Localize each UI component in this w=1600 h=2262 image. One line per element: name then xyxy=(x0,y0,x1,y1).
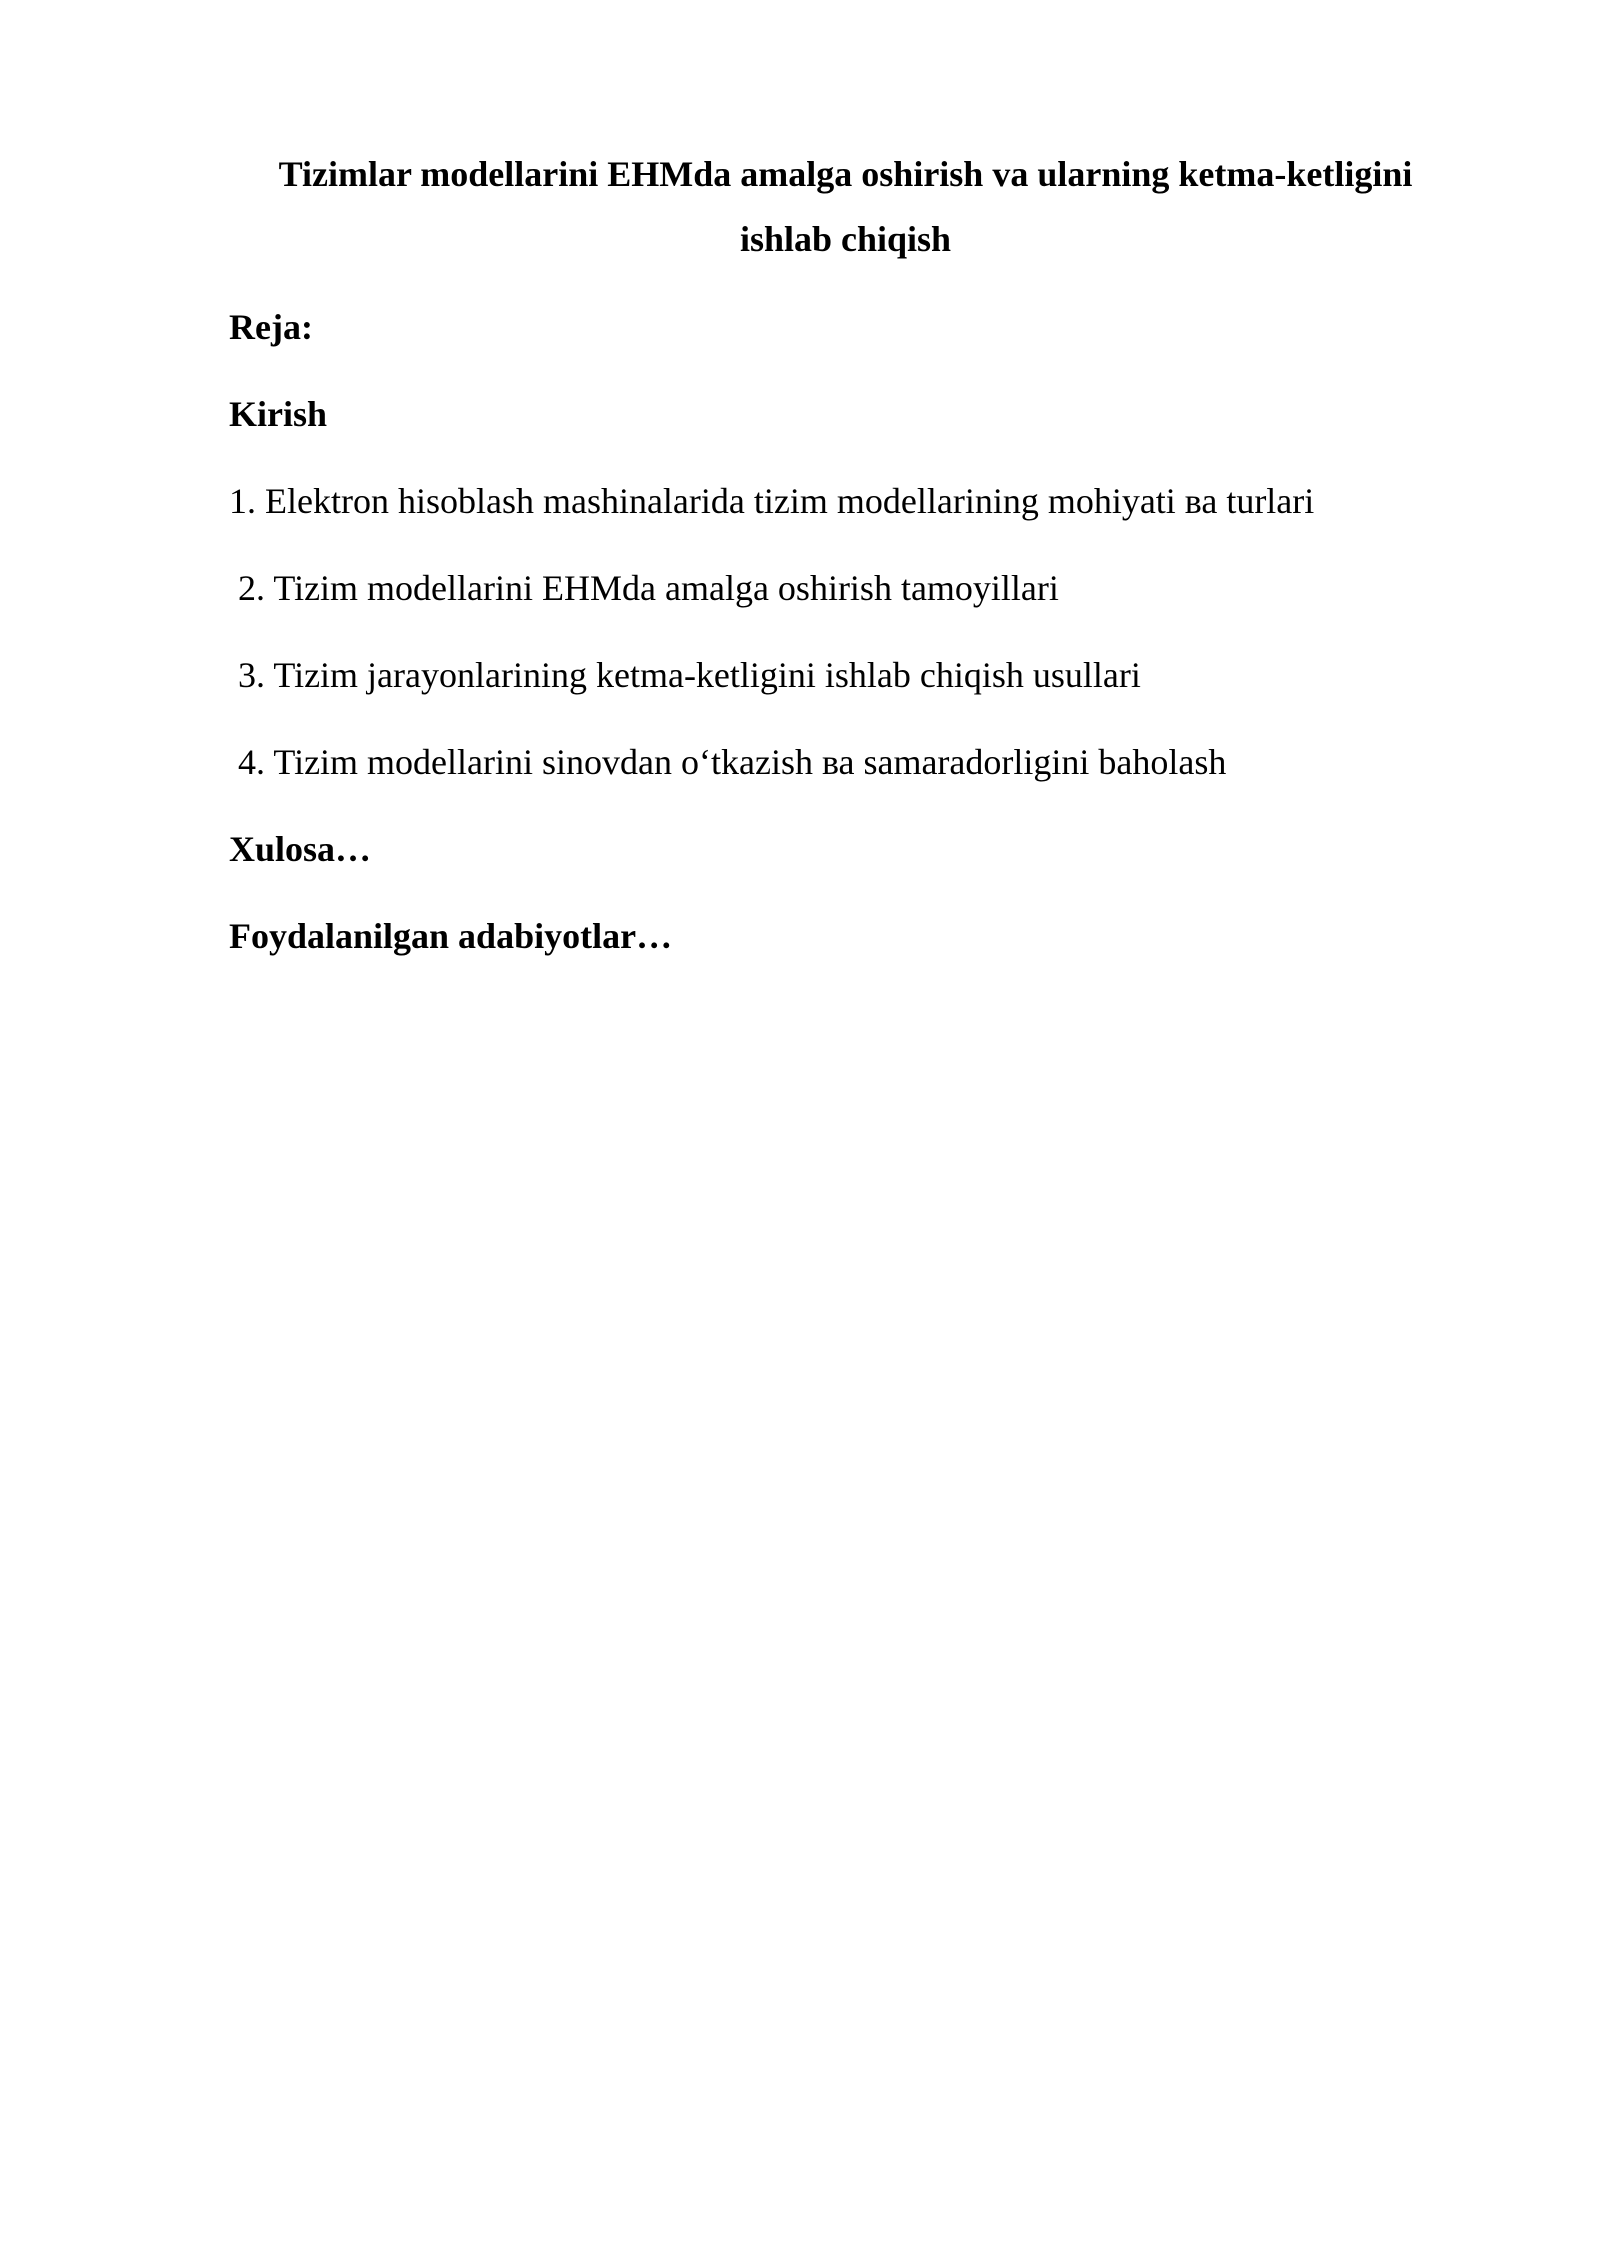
plan-item-4: 4. Tizim modellarini sinovdan o‘tkazish ва samaradorligini baholash xyxy=(238,742,1227,782)
document-title xyxy=(229,142,1462,272)
title-line-1: Tizimlar modellarini EHMda amalga oshirish va ularning ketma-ketligini xyxy=(278,154,1413,194)
plan-item-1: 1. Elektron hisoblash mashinalarida tizim modellarining mohiyati ва turlari xyxy=(229,481,1315,521)
intro-heading: Kirish xyxy=(229,394,328,434)
title-line-2: ishlab chiqish xyxy=(739,219,952,259)
plan-item-2: 2. Tizim modellarini EHMda amalga oshirish tamoyillari xyxy=(238,568,1059,608)
plan-item-3: 3. Tizim jarayonlarining ketma-ketligini ishlab chiqish usullari xyxy=(238,655,1141,695)
plan-heading: Reja: xyxy=(229,307,313,347)
references-heading: Foydalanilgan adabiyotlar… xyxy=(229,916,673,956)
conclusion-heading: Xulosa… xyxy=(229,829,372,869)
